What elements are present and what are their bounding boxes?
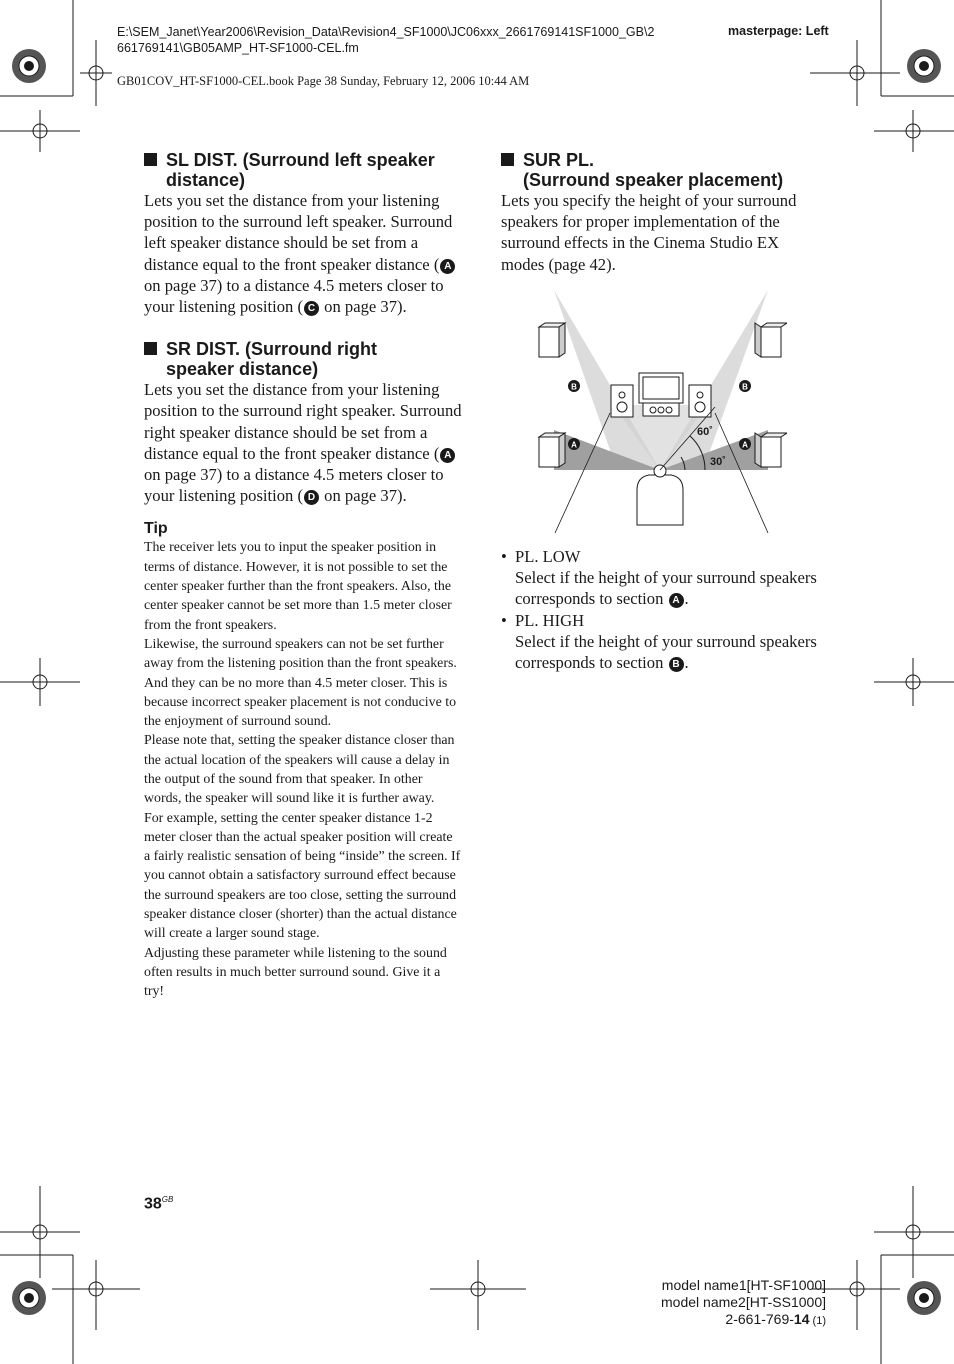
svg-text:A: A [571, 440, 577, 450]
surround-left-low-speaker [539, 433, 565, 467]
marker-b-icon: B [669, 657, 684, 672]
angle-30-label: 30˚ [710, 456, 726, 468]
marker-a-icon: A [669, 593, 684, 608]
book-info: GB01COV_HT-SF1000-CEL.book Page 38 Sunday, February 12, 2006 10:44 AM [117, 74, 530, 88]
sl-dist-heading: SL DIST. (Surround left speaker distance) [144, 150, 462, 190]
pl-high-desc: Select if the height of your surround speakers corresponds to section B . [515, 631, 817, 673]
tip-para-4: For example, setting the center speaker distance 1-2 meter closer than the actual speaker position will create a fairly realistic sensation of being “inside” the screen. If you cannot obtain a satisfactory surround effect because the surround speakers are too close, setting the surround speaker distance closer (shorter) than the actual distance will create a larger sound stage. [144, 810, 461, 942]
left-column [144, 150, 462, 1002]
tip-para-2: Likewise, the surround speakers can not be set further away from the listening position than the front speakers. And they can be no more than 4.5 meter closer. This is because incorrect speaker placement is not conducive to the enjoyment of surround sound. [144, 636, 457, 730]
sur-pl-heading: SUR PL. (Surround speaker placement) [501, 150, 819, 190]
speaker-placement-diagram [525, 285, 787, 537]
square-bullet-icon [144, 342, 157, 355]
square-bullet-icon [144, 153, 157, 166]
tip-para-5: Adjusting these parameter while listening to the sound often results in much better surround sound. Give it a try! [144, 945, 447, 1000]
model-name-2: model name2[HT-SS1000] [661, 1294, 826, 1310]
masterpage-label: masterpage: Left [728, 24, 829, 38]
angle-60-label: 60˚ [697, 426, 713, 438]
file-path-line1: E:\SEM_Janet\Year2006\Revision_Data\Revision4_SF1000\JC06xxx_2661769141SF1000_GB\2 [117, 25, 655, 39]
tv-icon [639, 373, 683, 416]
surround-right-high-speaker [755, 323, 787, 357]
svg-text:B: B [571, 382, 577, 392]
marker-a-icon: A [440, 259, 455, 274]
surround-right-low-speaker [755, 433, 787, 467]
tip-para-3: Please note that, setting the speaker distance closer than the actual location of the speakers will cause a delay in the output of the sound from that speaker. In other words, the speaker will sound like it is further away. [144, 733, 455, 807]
pl-low-desc: Select if the height of your surround speakers corresponds to section A . [515, 568, 817, 609]
document-code: 2-661-769-14 (1) [725, 1311, 826, 1327]
right-column [501, 150, 819, 275]
sr-dist-body: Lets you set the distance from your listening position to the surround right speaker. Surround right speaker distance should be set from a distance equal to the front speaker distance ( A on page 37) to a distance 4.5 meters closer to your listening position ( D on page 37). [144, 380, 462, 506]
front-left-speaker [611, 385, 633, 417]
front-right-speaker [689, 385, 711, 417]
label-b-left [568, 380, 580, 392]
surround-left-high-speaker [539, 323, 565, 357]
tip-para-1: The receiver lets you to input the speaker position in terms of distance. However, it is not possible to set the center speaker further than the front speakers. Also, the center speaker cannot be set more than 1.5 meter closer from the front speakers. [144, 540, 452, 633]
square-bullet-icon [501, 153, 514, 166]
sr-dist-heading: SR DIST. (Surround right speaker distance) [144, 339, 462, 379]
svg-text:B: B [742, 382, 748, 392]
label-b-right [739, 380, 751, 392]
list-item-pl-high: • PL. HIGH Select if the height of your surround speakers corresponds to section B . [501, 610, 819, 674]
footer-model-info [661, 1277, 826, 1330]
label-a-right [739, 438, 751, 450]
leader-line-left [555, 413, 610, 533]
file-path-header [117, 24, 654, 56]
placement-options-list [501, 546, 819, 673]
list-item-pl-low: • PL. LOW Select if the height of your surround speakers corresponds to section A . [501, 546, 819, 610]
page-number: $38^{GB}$ [144, 1195, 174, 1213]
tip-heading: Tip [144, 520, 168, 538]
sl-dist-body: Lets you set the distance from your listening position to the surround left speaker. Surround left speaker distance should be set from a distance equal to the front speaker distance ( A on page 37) to a distance 4.5 meters closer to your listening position ( C on page 37). [144, 190, 462, 317]
model-name-1: model name1[HT-SF1000] [661, 1277, 826, 1293]
pl-low-label: PL. LOW [515, 547, 581, 566]
leader-line-right [715, 413, 768, 533]
listener-icon [637, 465, 683, 525]
file-path-line2: 661769141\GB05AMP_HT-SF1000-CEL.fm [117, 41, 359, 55]
svg-text:A: A [742, 440, 748, 450]
sur-pl-body: Lets you specify the height of your surround speakers for proper implementation of the surround effects in the Cinema Studio EX modes (page 42). [501, 191, 797, 274]
marker-c-icon: C [304, 301, 319, 316]
pl-high-label: PL. HIGH [515, 610, 585, 630]
label-a-left [568, 438, 580, 450]
marker-a-icon: A [440, 448, 455, 463]
marker-d-icon: D [304, 490, 319, 505]
